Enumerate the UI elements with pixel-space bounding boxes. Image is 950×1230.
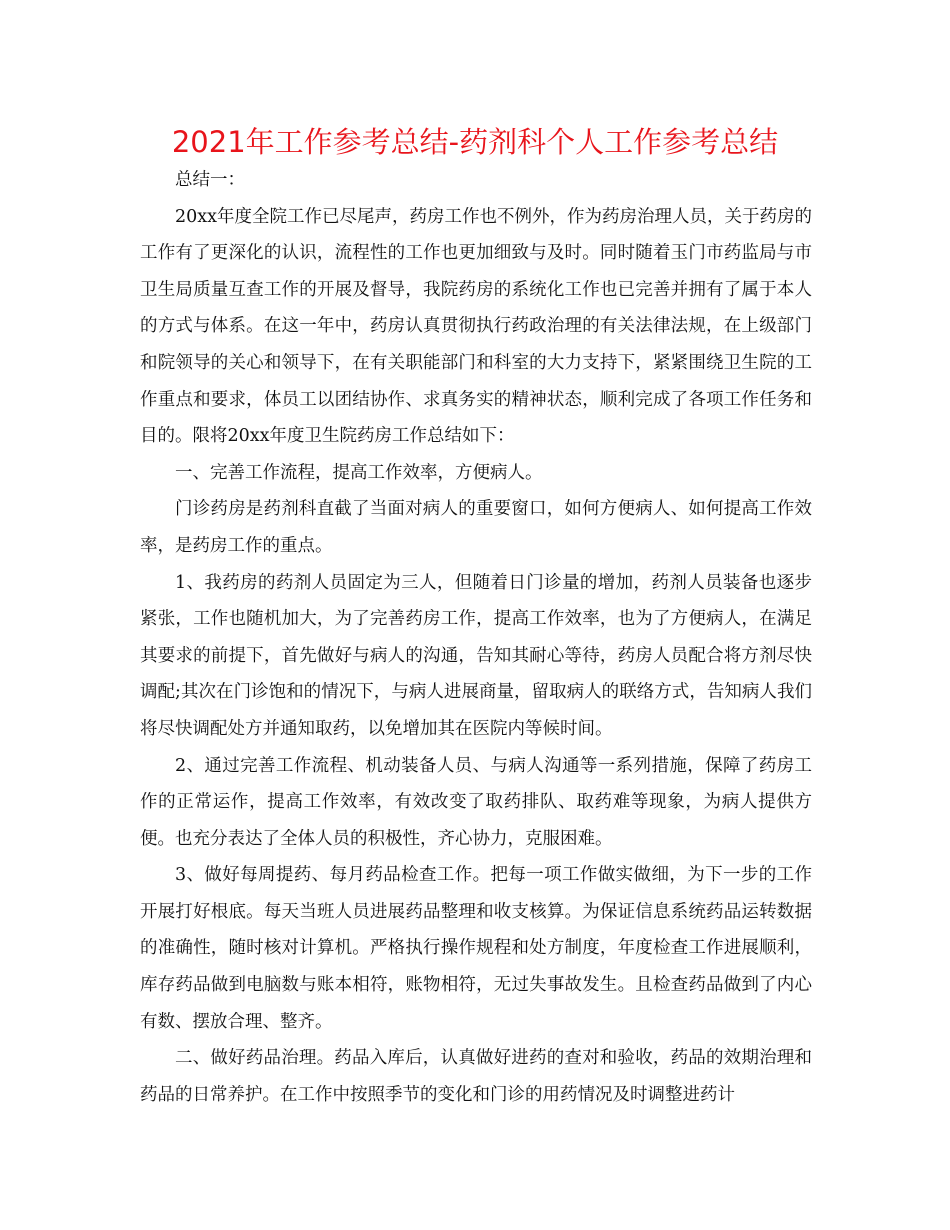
document-title: 2021年工作参考总结-药剂科个人工作参考总结 xyxy=(171,125,779,159)
paragraph-outpatient-pharmacy: 门诊药房是药剂科直截了当面对病人的重要窗口，如何方便病人、如何提高工作效率，是药房工作的重点。 xyxy=(140,499,812,556)
paragraph-item-3: 3、做好每周提药、每月药品检查工作。把每一项工作做实做细，为下一步的工作开展打好根底。每天当班人员进展药品整理和收支核算。为保证信息系统药品运转数据的准确性，随时核对计算机。严格执行操作规程和处方制度，年度检查工作进展顺利，库存药品做到电脑数与账本相符，账物相符，无过失事故发生。且检查药品做到了内心有数、摆放合理、整齐。 xyxy=(140,865,812,1032)
paragraph-intro: 20xx年度全院工作已尽尾声，药房工作也不例外，作为药房治理人员，关于药房的工作有了更深化的认识，流程性的工作也更加细致与及时。同时随着玉门市药监局与市卫生局质量互查工作的开展及督导，我院药房的系统化工作也已完善并拥有了属于本人的方式与体系。在这一年中，药房认真贯彻执行药政治理的有关法律法规，在上级部门和院领导的关心和领导下，在有关职能部门和科室的大力支持下，紧紧围绕卫生院的工作重点和要求，体员工以团结协作、求真务实的精神状态，顺利完成了各项工作任务和目的。限将20xx年度卫生院药房工作总结如下： xyxy=(140,206,813,447)
paragraph-item-1: 1、我药房的药剂人员固定为三人，但随着日门诊量的增加，药剂人员装备也逐步紧张，工作也随机加大，为了完善药房工作，提高工作效率，也为了方便病人，在满足其要求的前提下，首先做好与病人的沟通，告知其耐心等待，药房人员配合将方剂尽快调配;其次在门诊饱和的情况下，与病人进展商量，留取病人的联络方式，告知病人我们将尽快调配处方并通知取药，以免增加其在医院内等候时间。 xyxy=(140,572,812,739)
paragraph-item-2: 2、通过完善工作流程、机动装备人员、与病人沟通等一系列措施，保障了药房工作的正常运作，提高工作效率，有效改变了取药排队、取药难等现象，为病人提供方便。也充分表达了全体人员的积极性，齐心协力，克服困难。 xyxy=(140,755,812,849)
paragraph-heading-summary-one: 总结一： xyxy=(175,170,245,190)
paragraph-section-one-heading: 一、完善工作流程，提高工作效率，方便病人。 xyxy=(175,462,543,483)
paragraph-section-two: 二、做好药品治理。药品入库后，认真做好进药的查对和验收，药品的效期治理和药品的日常养护。在工作中按照季节的变化和门诊的用药情况及时调整进药计 xyxy=(140,1048,812,1105)
document-body xyxy=(140,162,812,1113)
